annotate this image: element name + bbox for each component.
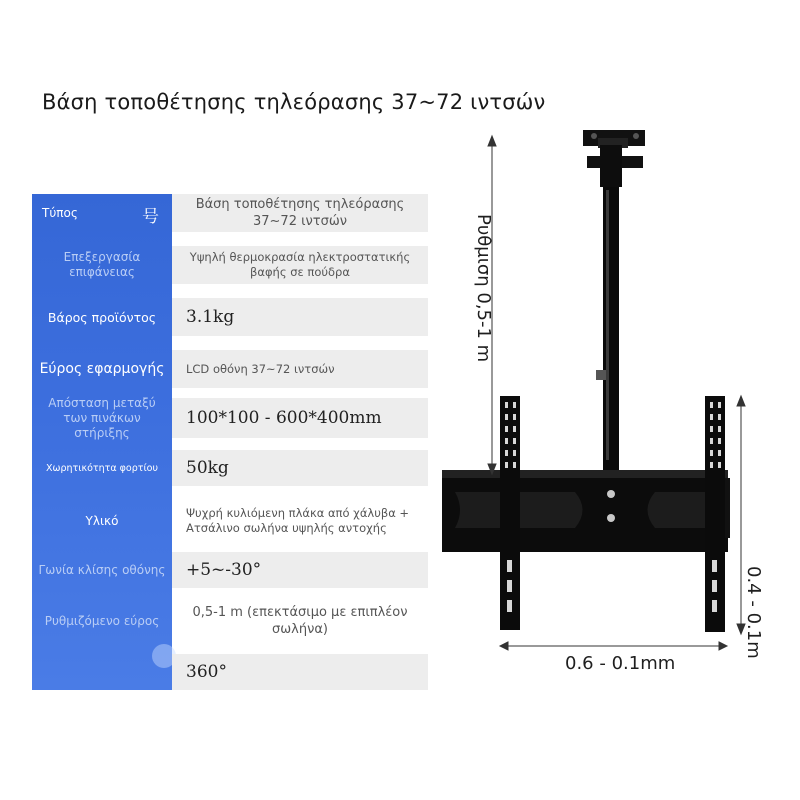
pole-lock-knob (596, 370, 606, 380)
width-dimension-label: 0.6 - 0.1mm (565, 653, 676, 674)
spec-label: Χωρητικότητα φορτίου (46, 462, 158, 474)
left-bracket-arm (500, 396, 520, 630)
spec-label: Υλικό (85, 513, 119, 528)
mount-plate (442, 470, 730, 552)
pole-top (600, 145, 622, 187)
spec-label: Απόσταση μεταξύ των πινάκων στήριξης (48, 395, 156, 440)
spec-value: 360° (172, 654, 428, 690)
spec-value: 0,5-1 m (επεκτάσιμο με επιπλέον σωλήνα) (172, 600, 428, 642)
spec-value: Ψυχρή κυλιόμενη πλάκα από χάλυβα + Ατσάλινο σωλήνα υψηλής αντοχής (172, 498, 428, 544)
height-dimension-label: 0.4 - 0.1m (743, 566, 764, 659)
spec-label: Ρυθμιζόμενο εύρος (44, 613, 160, 628)
pole (603, 187, 619, 470)
page-title: Βάση τοποθέτησης τηλεόρασης 37~72 ιντσών (42, 90, 546, 114)
type-mark: 号 (142, 207, 159, 227)
spec-value: LCD οθόνη 37~72 ιντσών (172, 350, 428, 388)
spec-value: 100*100 - 600*400mm (172, 398, 428, 438)
spec-value: 3.1kg (172, 298, 428, 336)
spec-label: Βάρος προϊόντος (47, 309, 157, 325)
right-bracket-arm (705, 396, 725, 632)
spec-value: Υψηλή θερμοκρασία ηλεκτροστατικής βαφής σε πούδρα (172, 246, 428, 284)
spec-label: Τύπος (42, 205, 78, 220)
spec-label: Επεξεργασία επιφάνειας (63, 250, 141, 279)
spec-value: Βάση τοποθέτησης τηλεόρασης 37~72 ιντσών (172, 194, 428, 232)
spec-label: Εύρος εφαρμογής (39, 361, 165, 377)
spec-value: +5~-30° (172, 552, 428, 588)
spec-value: 50kg (172, 450, 428, 486)
vertical-adjust-label: Ρυθμιση 0,5-1 m (473, 214, 494, 363)
spec-label: Γωνία κλίσης οθόνης (38, 562, 166, 577)
